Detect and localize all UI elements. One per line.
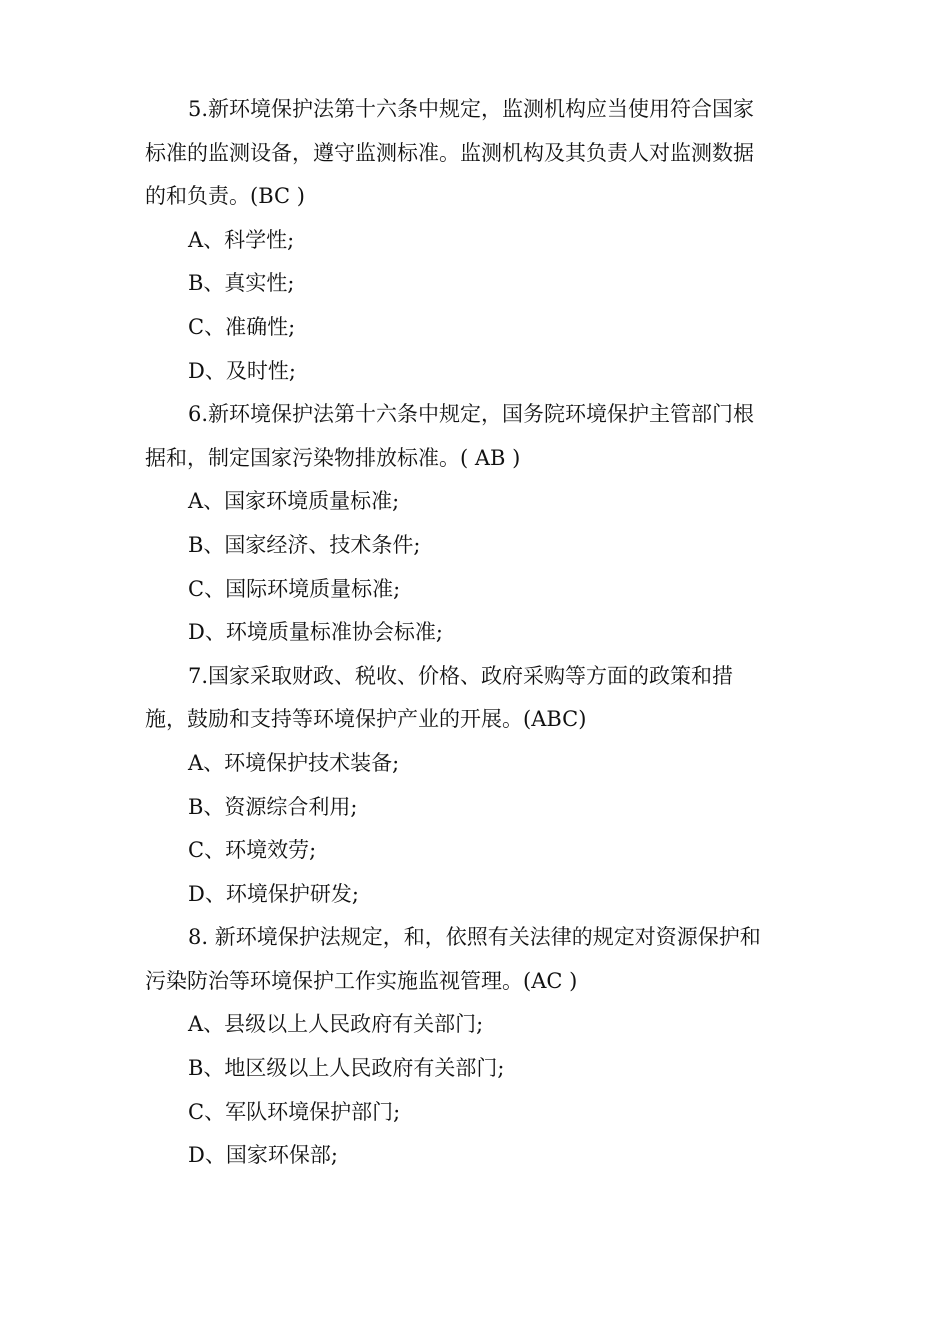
question-8-option-a: A、县级以上人民政府有关部门;: [188, 1012, 484, 1037]
question-7-option-a: A、环境保护技术装备;: [188, 750, 400, 775]
question-5-option-d: D、及时性;: [188, 358, 296, 383]
question-7-line-2: 施，鼓励和支持等环境保护产业的开展。(ABC): [145, 707, 587, 732]
question-6-option-c: C、国际环境质量标准;: [188, 576, 401, 601]
question-5-line-2: 标准的监测设备，遵守监测标准。监测机构及其负责人对监测数据: [145, 140, 754, 165]
question-8: [145, 916, 810, 1178]
question-5: [145, 88, 810, 393]
question-6-option-d: D、环境质量标准协会标准;: [188, 620, 443, 645]
question-8-option-d: D、国家环保部;: [188, 1143, 338, 1168]
question-6-option-b: B、国家经济、技术条件;: [188, 532, 421, 557]
question-5-line-3: 的和负责。(BC ): [145, 184, 305, 209]
question-5-option-b: B、真实性;: [188, 271, 295, 296]
question-8-line-1: 8. 新环境保护法规定，和，依照有关法律的规定对资源保护和: [188, 925, 761, 950]
question-6-option-a: A、国家环境质量标准;: [188, 489, 400, 514]
question-7-option-c: C、环境效劳;: [188, 838, 317, 863]
question-5-line-1: 5.新环境保护法第十六条中规定，监测机构应当使用符合国家: [188, 97, 755, 121]
question-7: [145, 655, 810, 917]
question-7-line-1: 7.国家采取财政、税收、价格、政府采购等方面的政策和措: [188, 663, 734, 688]
question-8-option-c: C、军队环境保护部门;: [188, 1099, 401, 1124]
question-7-option-b: B、资源综合利用;: [188, 794, 358, 819]
question-6-line-1: 6.新环境保护法第十六条中规定，国务院环境保护主管部门根: [188, 402, 755, 427]
document-body: [145, 88, 810, 1178]
question-5-option-c: C、准确性;: [188, 314, 296, 339]
question-8-line-2: 污染防治等环境保护工作实施监视管理。(AC ): [145, 968, 578, 993]
question-5-option-a: A、科学性;: [188, 227, 295, 252]
question-6-line-2: 据和，制定国家污染物排放标准。( AB ): [145, 445, 521, 470]
question-6: [145, 393, 810, 655]
question-7-option-d: D、环境保护研发;: [188, 881, 359, 906]
question-8-option-b: B、地区级以上人民政府有关部门;: [188, 1056, 505, 1081]
